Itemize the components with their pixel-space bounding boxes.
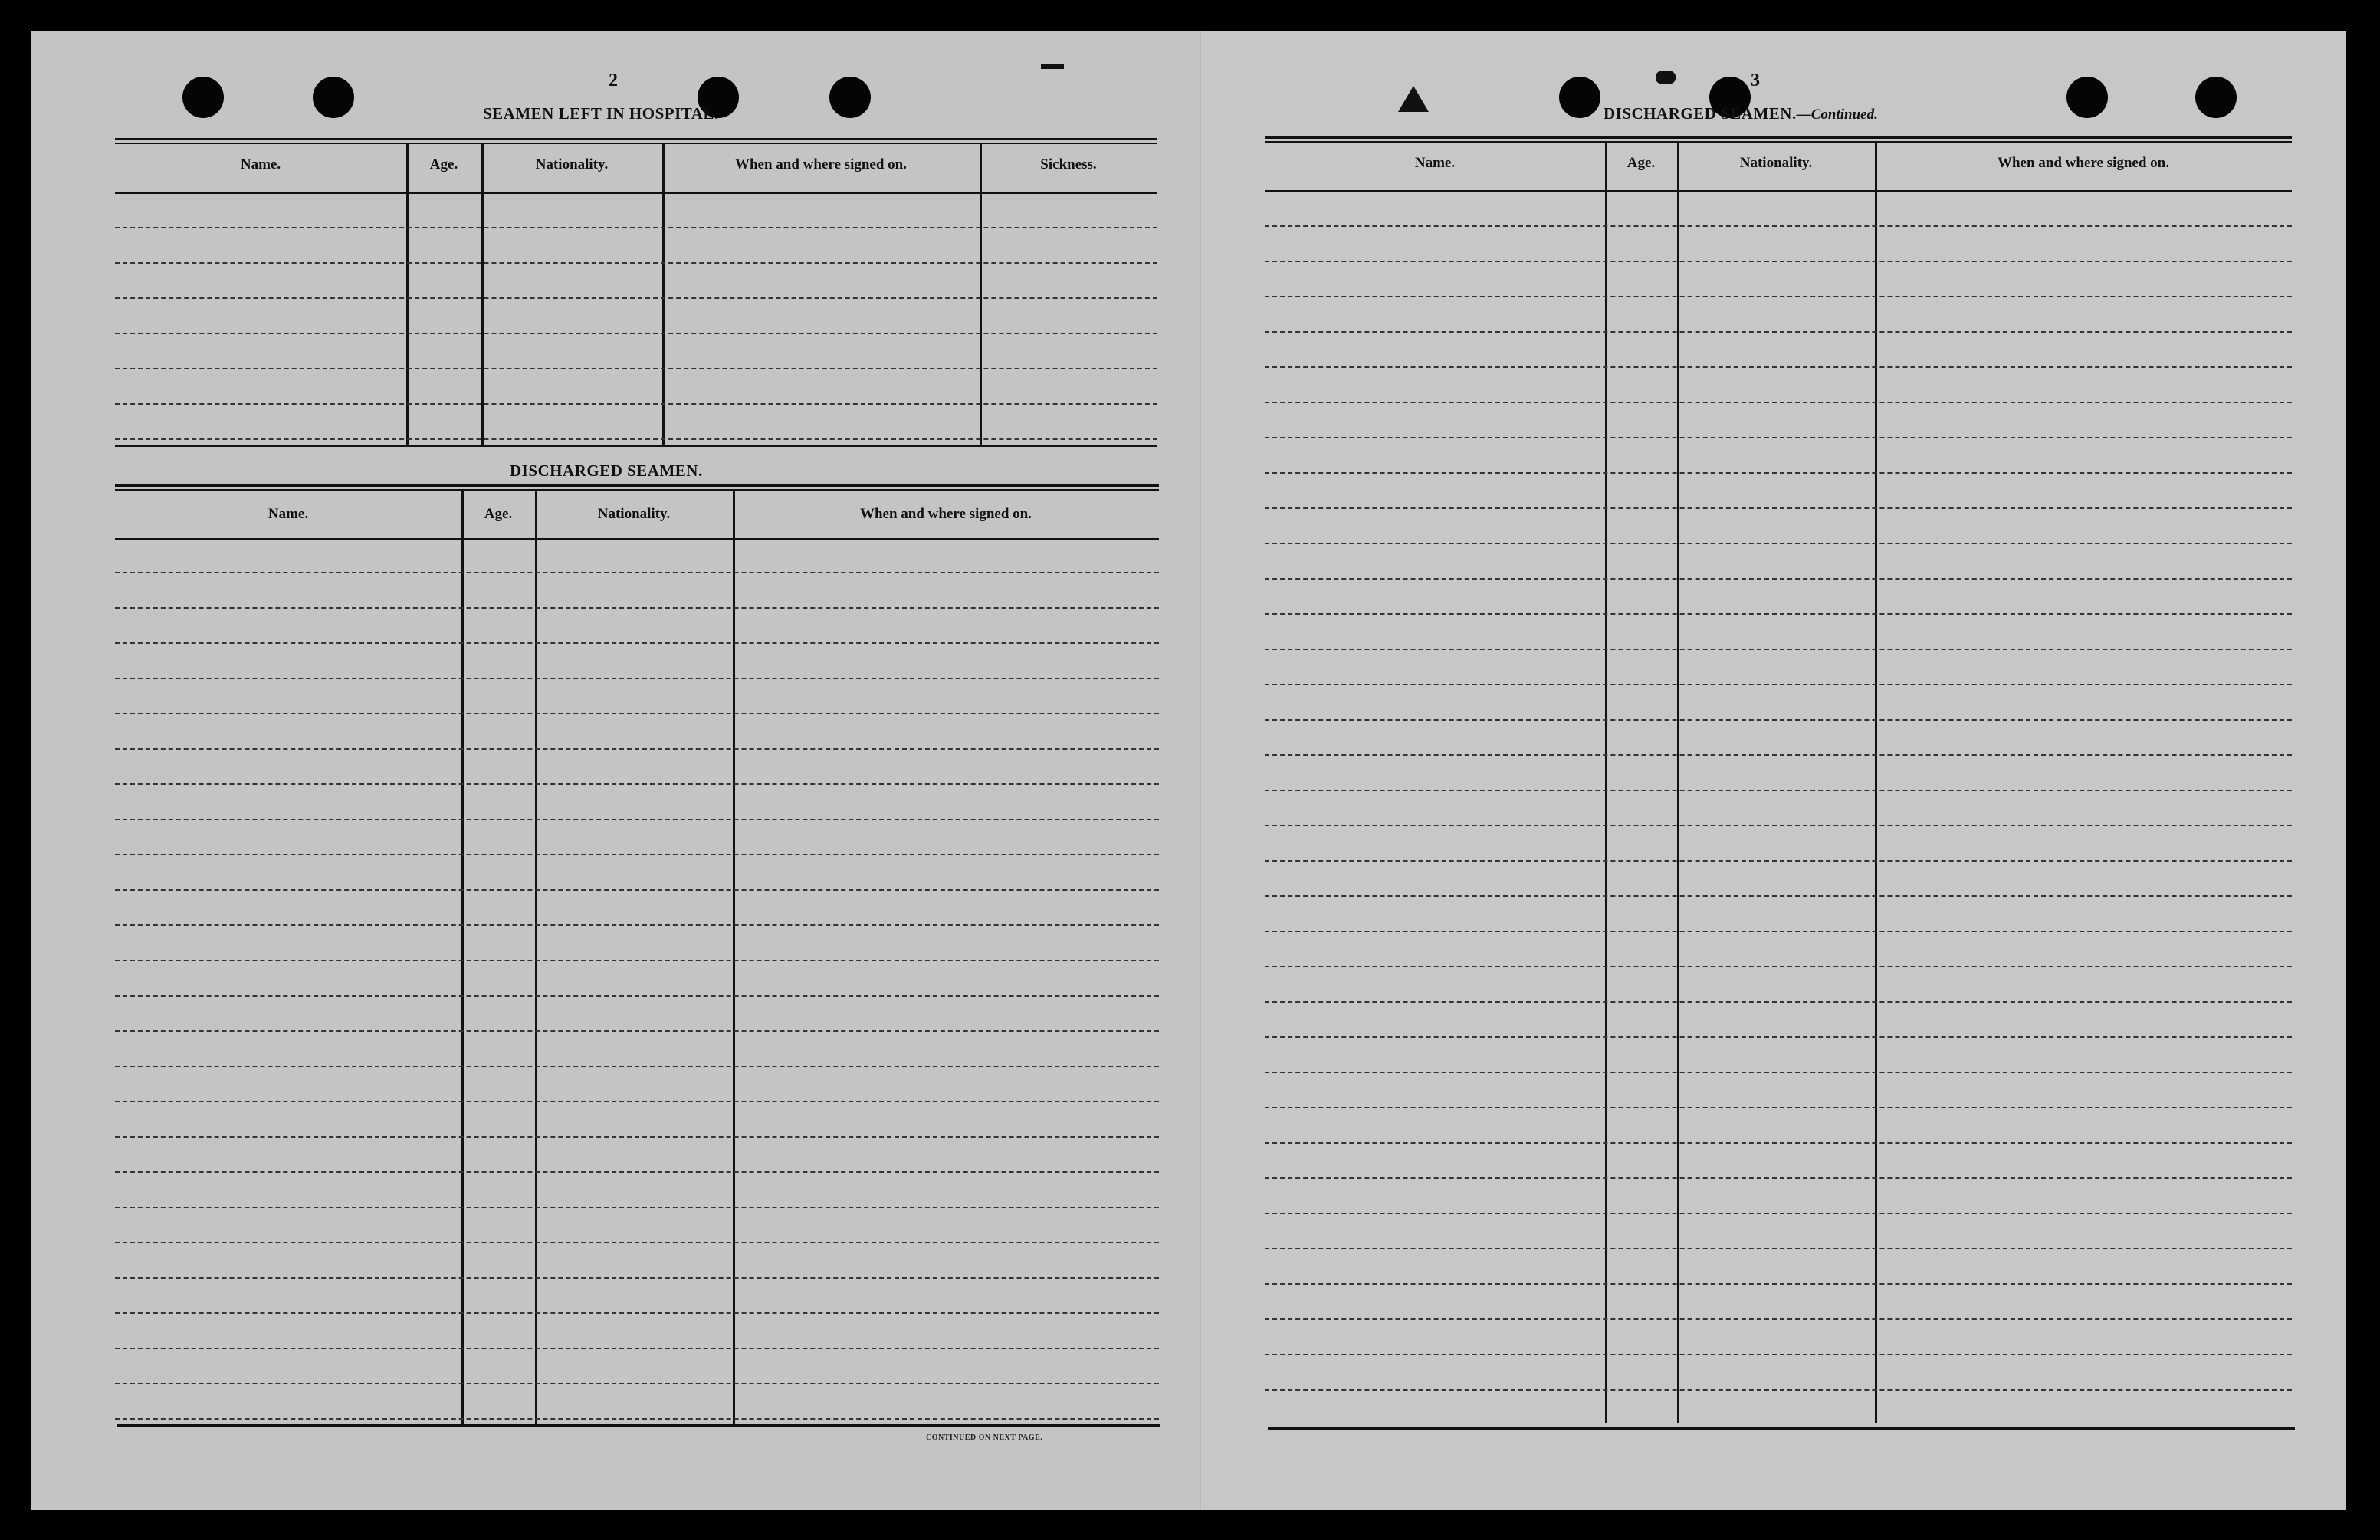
column-divider <box>662 144 665 445</box>
col-name: Name. <box>268 506 309 522</box>
col-signed-on: When and where signed on. <box>1997 155 2169 171</box>
header-rule <box>1265 190 2292 192</box>
form-row-line <box>115 1418 1159 1420</box>
punch-hole <box>1559 77 1600 118</box>
column-divider <box>481 144 484 445</box>
form-row-line <box>1265 1354 2292 1355</box>
form-row-line <box>115 1312 1159 1314</box>
form-row-line <box>115 1277 1159 1279</box>
form-row-line <box>1265 437 2292 438</box>
column-divider <box>1605 143 1607 1423</box>
hospital-bottom-rule <box>115 445 1157 447</box>
column-divider <box>1875 143 1877 1423</box>
col-age: Age. <box>429 156 458 172</box>
col-nationality: Nationality. <box>597 506 671 522</box>
left-page <box>31 31 1203 1510</box>
form-row-line <box>1265 613 2292 615</box>
column-divider <box>535 491 537 1424</box>
form-row-line <box>115 1136 1159 1138</box>
table-top-rule <box>1265 136 2292 143</box>
form-row-line <box>115 854 1159 855</box>
title-main: DISCHARGED SEAMEN. <box>1604 104 1797 123</box>
form-row-line <box>115 1383 1159 1384</box>
form-row-line <box>115 1171 1159 1173</box>
ink-mark <box>1398 86 1429 112</box>
form-row-line <box>115 1030 1159 1032</box>
col-signed-on: When and where signed on. <box>859 506 1032 522</box>
form-row-line <box>1265 1389 2292 1391</box>
form-row-line <box>115 783 1159 785</box>
form-row-line <box>1265 825 2292 826</box>
col-signed-on: When and where signed on. <box>734 156 907 172</box>
header-rule <box>115 538 1159 540</box>
form-row-line <box>1265 366 2292 368</box>
form-row-line <box>1265 472 2292 474</box>
form-row-line <box>115 678 1159 679</box>
form-row-line <box>1265 1001 2292 1003</box>
form-row-line <box>115 713 1159 714</box>
column-divider <box>1677 143 1679 1423</box>
punch-hole <box>313 77 354 118</box>
form-row-line <box>115 368 1157 369</box>
continued-note: CONTINUED ON NEXT PAGE. <box>926 1433 1043 1442</box>
form-row-line <box>1265 543 2292 544</box>
form-row-line <box>115 642 1159 644</box>
column-divider <box>406 144 409 445</box>
form-row-line <box>115 960 1159 961</box>
scanned-document <box>31 31 2346 1510</box>
title-continued: —Continued. <box>1796 107 1878 123</box>
page-number: 3 <box>1751 71 1760 90</box>
discharged-bottom-rule <box>117 1424 1160 1427</box>
form-row-line <box>1265 684 2292 685</box>
table-top-rule <box>115 138 1157 144</box>
column-divider <box>461 491 464 1424</box>
form-row-line <box>1265 860 2292 862</box>
punch-hole <box>2066 77 2108 118</box>
form-row-line <box>1265 225 2292 227</box>
form-row-line <box>115 1066 1159 1067</box>
form-row-line <box>1265 402 2292 403</box>
form-row-line <box>1265 1283 2292 1285</box>
column-divider <box>733 491 735 1424</box>
table-top-rule <box>115 484 1159 491</box>
form-row-line <box>1265 1142 2292 1144</box>
col-name: Name. <box>1414 155 1456 171</box>
col-nationality: Nationality. <box>1739 155 1813 171</box>
form-row-line <box>115 819 1159 820</box>
col-age: Age. <box>1627 155 1656 171</box>
form-row-line <box>1265 1072 2292 1073</box>
punch-hole <box>829 77 871 118</box>
form-row-line <box>115 995 1159 997</box>
ink-mark <box>1656 71 1676 84</box>
form-row-line <box>115 297 1157 299</box>
form-row-line <box>1265 507 2292 509</box>
form-row-line <box>1265 719 2292 721</box>
page-number: 2 <box>609 71 618 90</box>
form-row-line <box>1265 790 2292 791</box>
form-row-line <box>1265 1177 2292 1179</box>
form-row-line <box>1265 1036 2292 1038</box>
right-page <box>1203 31 2346 1510</box>
form-row-line <box>1265 1248 2292 1249</box>
form-row-line <box>1265 1107 2292 1108</box>
form-row-line <box>1265 754 2292 756</box>
form-row-line <box>1265 578 2292 580</box>
col-sickness: Sickness. <box>1040 156 1097 172</box>
form-row-line <box>115 1348 1159 1349</box>
form-row-line <box>115 607 1159 609</box>
form-row-line <box>115 748 1159 750</box>
column-divider <box>980 144 982 445</box>
form-row-line <box>115 889 1159 891</box>
form-row-line <box>115 1242 1159 1243</box>
right-bottom-rule <box>1268 1427 2295 1430</box>
punch-hole <box>182 77 224 118</box>
form-row-line <box>115 572 1159 573</box>
form-row-line <box>1265 261 2292 262</box>
form-row-line <box>1265 649 2292 650</box>
discharged-section-title: DISCHARGED SEAMEN. <box>510 461 703 480</box>
form-row-line <box>1265 966 2292 967</box>
form-row-line <box>1265 331 2292 333</box>
form-row-line <box>115 924 1159 926</box>
form-row-line <box>115 1207 1159 1208</box>
form-row-line <box>115 262 1157 264</box>
form-row-line <box>1265 1318 2292 1320</box>
form-row-line <box>1265 296 2292 297</box>
form-row-line <box>115 227 1157 228</box>
header-rule <box>115 192 1157 194</box>
discharged-continued-title <box>1604 104 1878 123</box>
form-row-line <box>115 438 1157 440</box>
form-row-line <box>115 1101 1159 1102</box>
form-row-line <box>1265 1213 2292 1214</box>
form-row-line <box>1265 931 2292 932</box>
form-row-line <box>1265 895 2292 897</box>
ink-smudge <box>1041 64 1064 69</box>
hospital-section-title: SEAMEN LEFT IN HOSPITAL. <box>483 104 719 123</box>
col-name: Name. <box>240 156 281 172</box>
col-nationality: Nationality. <box>535 156 609 172</box>
form-row-line <box>115 403 1157 405</box>
col-age: Age. <box>484 506 513 522</box>
form-row-line <box>115 333 1157 334</box>
punch-hole <box>2195 77 2237 118</box>
